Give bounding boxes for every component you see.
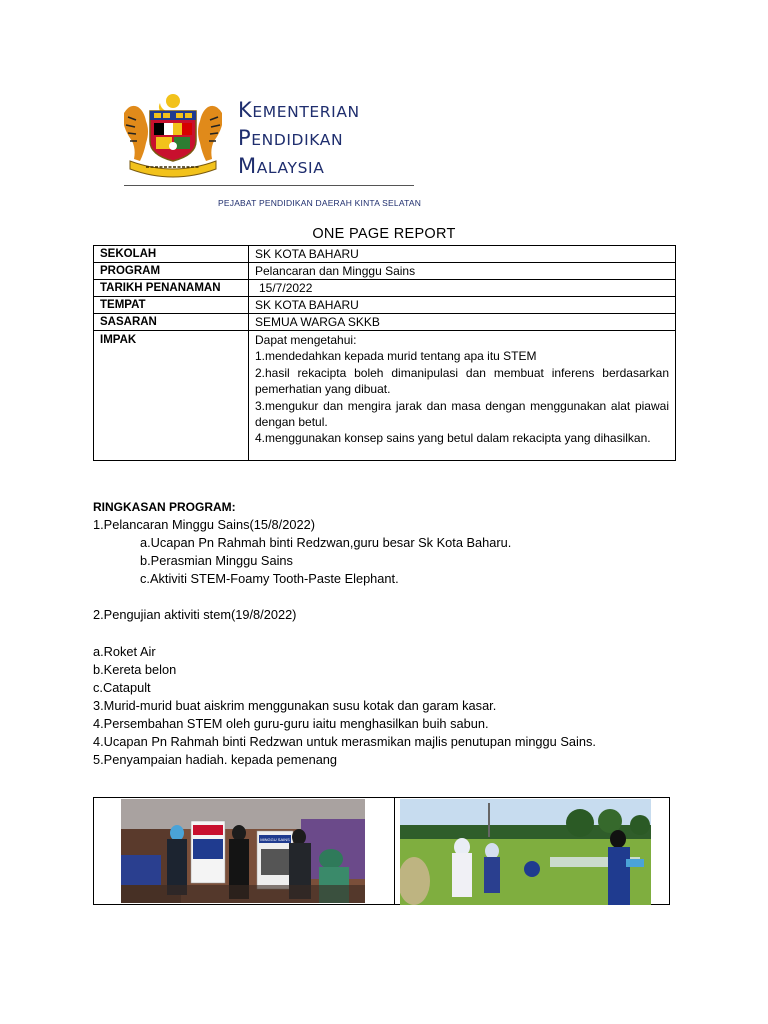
photo-outdoor-image	[400, 799, 651, 905]
summary-subitem: c.Aktiviti STEM-Foamy Tooth-Paste Elephant.	[140, 571, 399, 587]
summary-subitem: c.Catapult	[93, 679, 151, 695]
summary-item: 1.Pelancaran Minggu Sains(15/8/2022)	[93, 517, 315, 533]
district-office-name: PEJABAT PENDIDIKAN DAERAH KINTA SELATAN	[218, 198, 422, 208]
label-sasaran: SASARAN	[94, 314, 249, 331]
summary-subitem: a.Ucapan Pn Rahmah binti Redzwan,guru besar Sk Kota Baharu.	[140, 535, 512, 551]
table-row	[94, 297, 676, 314]
spacer	[93, 625, 693, 643]
report-title: ONE PAGE REPORT	[312, 226, 456, 242]
value-program: Pelancaran dan Minggu Sains	[249, 263, 676, 280]
value-tempat: SK KOTA BAHARU	[249, 297, 676, 314]
summary-subitem: b.Perasmian Minggu Sains	[140, 553, 293, 569]
launch-ceremony-photo	[121, 799, 365, 903]
summary-heading: RINGKASAN PROGRAM:	[93, 500, 236, 514]
label-sekolah: SEKOLAH	[94, 246, 249, 263]
impact-line: 4.menggunakan konsep sains yang betul dalam rekacipta yang dihasilkan.	[255, 431, 651, 446]
summary-subitem: b.Kereta belon	[93, 661, 177, 677]
impact-list	[255, 332, 669, 447]
table-row	[94, 314, 676, 331]
ministry-line-2: PENDIDIKAN	[238, 126, 344, 150]
photo-indoor-image	[121, 799, 365, 903]
impact-line: 2.hasil rekacipta boleh dimanipulasi dan membuat inferens berdasarkan pemerhatian yang dibuat.	[255, 365, 669, 397]
impact-line: 1.mendedahkan kepada murid tentang apa itu STEM	[255, 349, 537, 364]
photo-table	[93, 797, 670, 905]
impact-line: Dapat mengetahui:	[255, 333, 357, 347]
letterhead	[110, 85, 420, 215]
header-divider	[124, 185, 414, 186]
summary-item: 2.Pengujian aktiviti stem(19/8/2022)	[93, 607, 297, 623]
outdoor-activity-photo	[400, 799, 651, 905]
value-sekolah: SK KOTA BAHARU	[249, 246, 676, 263]
label-program: PROGRAM	[94, 263, 249, 280]
summary-subitem: a.Roket Air	[93, 643, 156, 659]
label-tempat: TEMPAT	[94, 297, 249, 314]
program-summary	[93, 498, 693, 769]
spacer	[93, 588, 693, 606]
table-row	[94, 263, 676, 280]
summary-item: 5.Penyampaian hadiah. kepada pemenang	[93, 752, 338, 768]
date-text: 15/7/2022	[259, 281, 313, 295]
table-row	[94, 331, 676, 461]
value-sasaran: SEMUA WARGA SKKB	[249, 314, 676, 331]
label-tarikh: TARIKH PENANAMAN	[94, 280, 249, 297]
banner-text: MINGGU SAINS	[260, 837, 290, 842]
ministry-line-1-text: EMENTERIAN	[252, 103, 360, 121]
summary-item: 3.Murid-murid buat aiskrim menggunakan susu kotak dan garam kasar.	[93, 697, 497, 713]
ministry-line-3: MALAYSIA	[238, 154, 325, 178]
summary-item: 4.Ucapan Pn Rahmah binti Redzwan untuk merasmikan majlis penutupan minggu Sains.	[93, 734, 596, 750]
value-tarikh	[249, 280, 676, 297]
photo-divider	[394, 798, 395, 904]
table-row	[94, 246, 676, 263]
value-impak	[249, 331, 676, 461]
ministry-line-1: KEMENTERIAN	[238, 98, 360, 122]
ministry-name	[238, 97, 360, 181]
impact-line: 3.mengukur dan mengira jarak dan masa dengan menggunakan alat piawai dengan betul.	[255, 398, 669, 430]
label-impak: IMPAK	[94, 331, 249, 461]
table-row	[94, 280, 676, 297]
summary-item: 4.Persembahan STEM oleh guru-guru iaitu menghasilkan buih sabun.	[93, 715, 489, 731]
malaysia-crest-logo	[116, 91, 230, 179]
report-info-table	[93, 245, 676, 461]
